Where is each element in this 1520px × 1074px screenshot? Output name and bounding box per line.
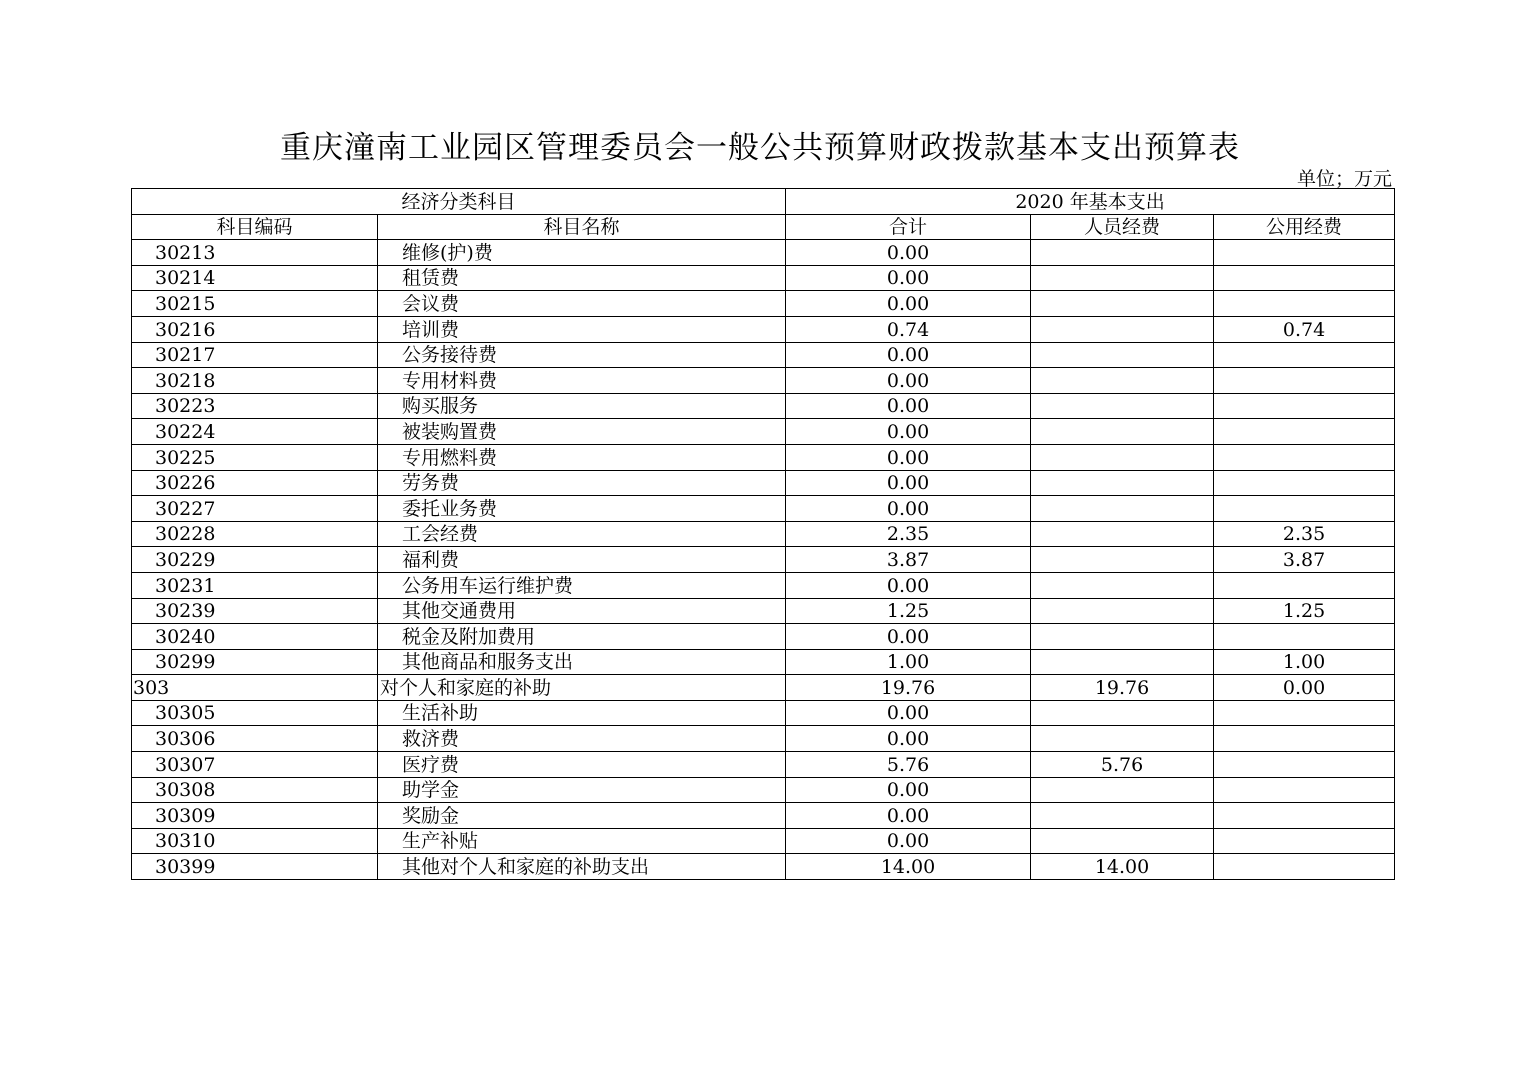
cell-code: 30309 <box>132 803 378 829</box>
cell-public: 1.25 <box>1214 598 1395 624</box>
cell-public <box>1214 572 1395 598</box>
cell-total: 2.35 <box>786 521 1031 547</box>
cell-code: 30305 <box>132 700 378 726</box>
cell-name: 对个人和家庭的补助 <box>378 675 786 701</box>
cell-public <box>1214 393 1395 419</box>
table-row <box>132 419 1395 445</box>
cell-code: 30217 <box>132 342 378 368</box>
table-row <box>132 572 1395 598</box>
table-row <box>132 726 1395 752</box>
cell-total: 14.00 <box>786 854 1031 880</box>
cell-code: 30307 <box>132 752 378 778</box>
cell-public <box>1214 240 1395 266</box>
table-row <box>132 547 1395 573</box>
cell-total: 0.00 <box>786 444 1031 470</box>
cell-public <box>1214 726 1395 752</box>
cell-personnel <box>1031 265 1214 291</box>
table-row <box>132 649 1395 675</box>
cell-total: 0.00 <box>786 572 1031 598</box>
header-name: 科目名称 <box>378 214 786 240</box>
cell-public <box>1214 291 1395 317</box>
budget-table-body <box>132 189 1395 880</box>
cell-public: 0.00 <box>1214 675 1395 701</box>
cell-name: 公务接待费 <box>378 342 786 368</box>
cell-name: 公务用车运行维护费 <box>378 572 786 598</box>
table-row <box>132 342 1395 368</box>
cell-public <box>1214 777 1395 803</box>
table-row <box>132 828 1395 854</box>
cell-code: 30308 <box>132 777 378 803</box>
cell-public <box>1214 828 1395 854</box>
cell-name: 维修(护)费 <box>378 240 786 266</box>
cell-code: 30227 <box>132 496 378 522</box>
cell-code: 30239 <box>132 598 378 624</box>
table-row <box>132 700 1395 726</box>
cell-total: 0.74 <box>786 316 1031 342</box>
cell-name: 专用燃料费 <box>378 444 786 470</box>
cell-total: 0.00 <box>786 777 1031 803</box>
cell-personnel <box>1031 624 1214 650</box>
table-row <box>132 803 1395 829</box>
cell-personnel <box>1031 521 1214 547</box>
cell-personnel <box>1031 240 1214 266</box>
cell-total: 1.00 <box>786 649 1031 675</box>
cell-code: 30399 <box>132 854 378 880</box>
cell-public <box>1214 342 1395 368</box>
cell-public: 2.35 <box>1214 521 1395 547</box>
cell-total: 0.00 <box>786 240 1031 266</box>
header-total: 合计 <box>786 214 1031 240</box>
table-row <box>132 265 1395 291</box>
table-row <box>132 444 1395 470</box>
cell-name: 购买服务 <box>378 393 786 419</box>
cell-total: 0.00 <box>786 291 1031 317</box>
cell-code: 30224 <box>132 419 378 445</box>
cell-personnel <box>1031 572 1214 598</box>
table-row <box>132 675 1395 701</box>
cell-personnel <box>1031 777 1214 803</box>
cell-personnel: 19.76 <box>1031 675 1214 701</box>
cell-personnel <box>1031 547 1214 573</box>
cell-code: 30226 <box>132 470 378 496</box>
cell-total: 0.00 <box>786 265 1031 291</box>
cell-name: 医疗费 <box>378 752 786 778</box>
cell-name: 奖励金 <box>378 803 786 829</box>
cell-name: 被装购置费 <box>378 419 786 445</box>
cell-name: 劳务费 <box>378 470 786 496</box>
cell-personnel <box>1031 419 1214 445</box>
unit-label: 单位；万元 <box>1296 168 1392 190</box>
cell-personnel <box>1031 444 1214 470</box>
cell-name: 救济费 <box>378 726 786 752</box>
cell-public <box>1214 700 1395 726</box>
budget-table <box>131 188 1395 880</box>
cell-personnel <box>1031 726 1214 752</box>
cell-name: 税金及附加费用 <box>378 624 786 650</box>
cell-name: 工会经费 <box>378 521 786 547</box>
cell-public <box>1214 419 1395 445</box>
cell-personnel <box>1031 393 1214 419</box>
cell-name: 其他对个人和家庭的补助支出 <box>378 854 786 880</box>
cell-name: 生活补助 <box>378 700 786 726</box>
cell-code: 30225 <box>132 444 378 470</box>
cell-name: 会议费 <box>378 291 786 317</box>
table-row <box>132 521 1395 547</box>
cell-total: 3.87 <box>786 547 1031 573</box>
cell-personnel <box>1031 828 1214 854</box>
cell-personnel <box>1031 368 1214 394</box>
cell-public <box>1214 368 1395 394</box>
cell-public <box>1214 470 1395 496</box>
cell-total: 0.00 <box>786 470 1031 496</box>
cell-personnel <box>1031 291 1214 317</box>
cell-name: 专用材料费 <box>378 368 786 394</box>
cell-code: 30306 <box>132 726 378 752</box>
cell-personnel <box>1031 470 1214 496</box>
cell-personnel <box>1031 803 1214 829</box>
cell-total: 0.00 <box>786 393 1031 419</box>
cell-total: 0.00 <box>786 624 1031 650</box>
page-title: 重庆潼南工业园区管理委员会一般公共预算财政拨款基本支出预算表 <box>280 130 1240 166</box>
table-row <box>132 854 1395 880</box>
cell-code: 30216 <box>132 316 378 342</box>
cell-public <box>1214 496 1395 522</box>
cell-personnel <box>1031 700 1214 726</box>
cell-total: 1.25 <box>786 598 1031 624</box>
cell-code: 30213 <box>132 240 378 266</box>
cell-public <box>1214 265 1395 291</box>
table-row <box>132 470 1395 496</box>
cell-public <box>1214 624 1395 650</box>
cell-name: 其他交通费用 <box>378 598 786 624</box>
table-row <box>132 598 1395 624</box>
cell-personnel <box>1031 316 1214 342</box>
cell-personnel: 5.76 <box>1031 752 1214 778</box>
cell-code: 30228 <box>132 521 378 547</box>
table-row <box>132 624 1395 650</box>
cell-code: 30215 <box>132 291 378 317</box>
header-code: 科目编码 <box>132 214 378 240</box>
table-row <box>132 393 1395 419</box>
table-row <box>132 752 1395 778</box>
cell-total: 0.00 <box>786 700 1031 726</box>
table-row <box>132 496 1395 522</box>
cell-code: 30223 <box>132 393 378 419</box>
cell-total: 0.00 <box>786 419 1031 445</box>
header-economic-classification: 经济分类科目 <box>132 189 786 215</box>
header-basic-expenditure: 2020 年基本支出 <box>786 189 1395 215</box>
cell-name: 助学金 <box>378 777 786 803</box>
cell-personnel <box>1031 496 1214 522</box>
cell-public <box>1214 444 1395 470</box>
cell-public: 3.87 <box>1214 547 1395 573</box>
cell-code: 30214 <box>132 265 378 291</box>
cell-name: 培训费 <box>378 316 786 342</box>
cell-personnel <box>1031 342 1214 368</box>
cell-code: 30231 <box>132 572 378 598</box>
header-personnel: 人员经费 <box>1031 214 1214 240</box>
table-row <box>132 240 1395 266</box>
cell-name: 福利费 <box>378 547 786 573</box>
cell-code: 30299 <box>132 649 378 675</box>
cell-public <box>1214 803 1395 829</box>
cell-code: 303 <box>132 675 378 701</box>
cell-personnel <box>1031 598 1214 624</box>
cell-total: 0.00 <box>786 828 1031 854</box>
cell-code: 30240 <box>132 624 378 650</box>
cell-total: 19.76 <box>786 675 1031 701</box>
cell-total: 5.76 <box>786 752 1031 778</box>
header-public: 公用经费 <box>1214 214 1395 240</box>
table-row <box>132 777 1395 803</box>
cell-total: 0.00 <box>786 368 1031 394</box>
cell-name: 租赁费 <box>378 265 786 291</box>
cell-total: 0.00 <box>786 726 1031 752</box>
cell-code: 30218 <box>132 368 378 394</box>
table-row <box>132 316 1395 342</box>
cell-personnel: 14.00 <box>1031 854 1214 880</box>
header-column-row <box>132 214 1395 240</box>
cell-name: 其他商品和服务支出 <box>378 649 786 675</box>
cell-total: 0.00 <box>786 803 1031 829</box>
table-row <box>132 368 1395 394</box>
cell-code: 30229 <box>132 547 378 573</box>
cell-total: 0.00 <box>786 496 1031 522</box>
table-row <box>132 291 1395 317</box>
cell-code: 30310 <box>132 828 378 854</box>
cell-public <box>1214 854 1395 880</box>
cell-name: 生产补贴 <box>378 828 786 854</box>
header-group-row <box>132 189 1395 215</box>
cell-name: 委托业务费 <box>378 496 786 522</box>
cell-public <box>1214 752 1395 778</box>
cell-public: 1.00 <box>1214 649 1395 675</box>
cell-public: 0.74 <box>1214 316 1395 342</box>
cell-total: 0.00 <box>786 342 1031 368</box>
cell-personnel <box>1031 649 1214 675</box>
